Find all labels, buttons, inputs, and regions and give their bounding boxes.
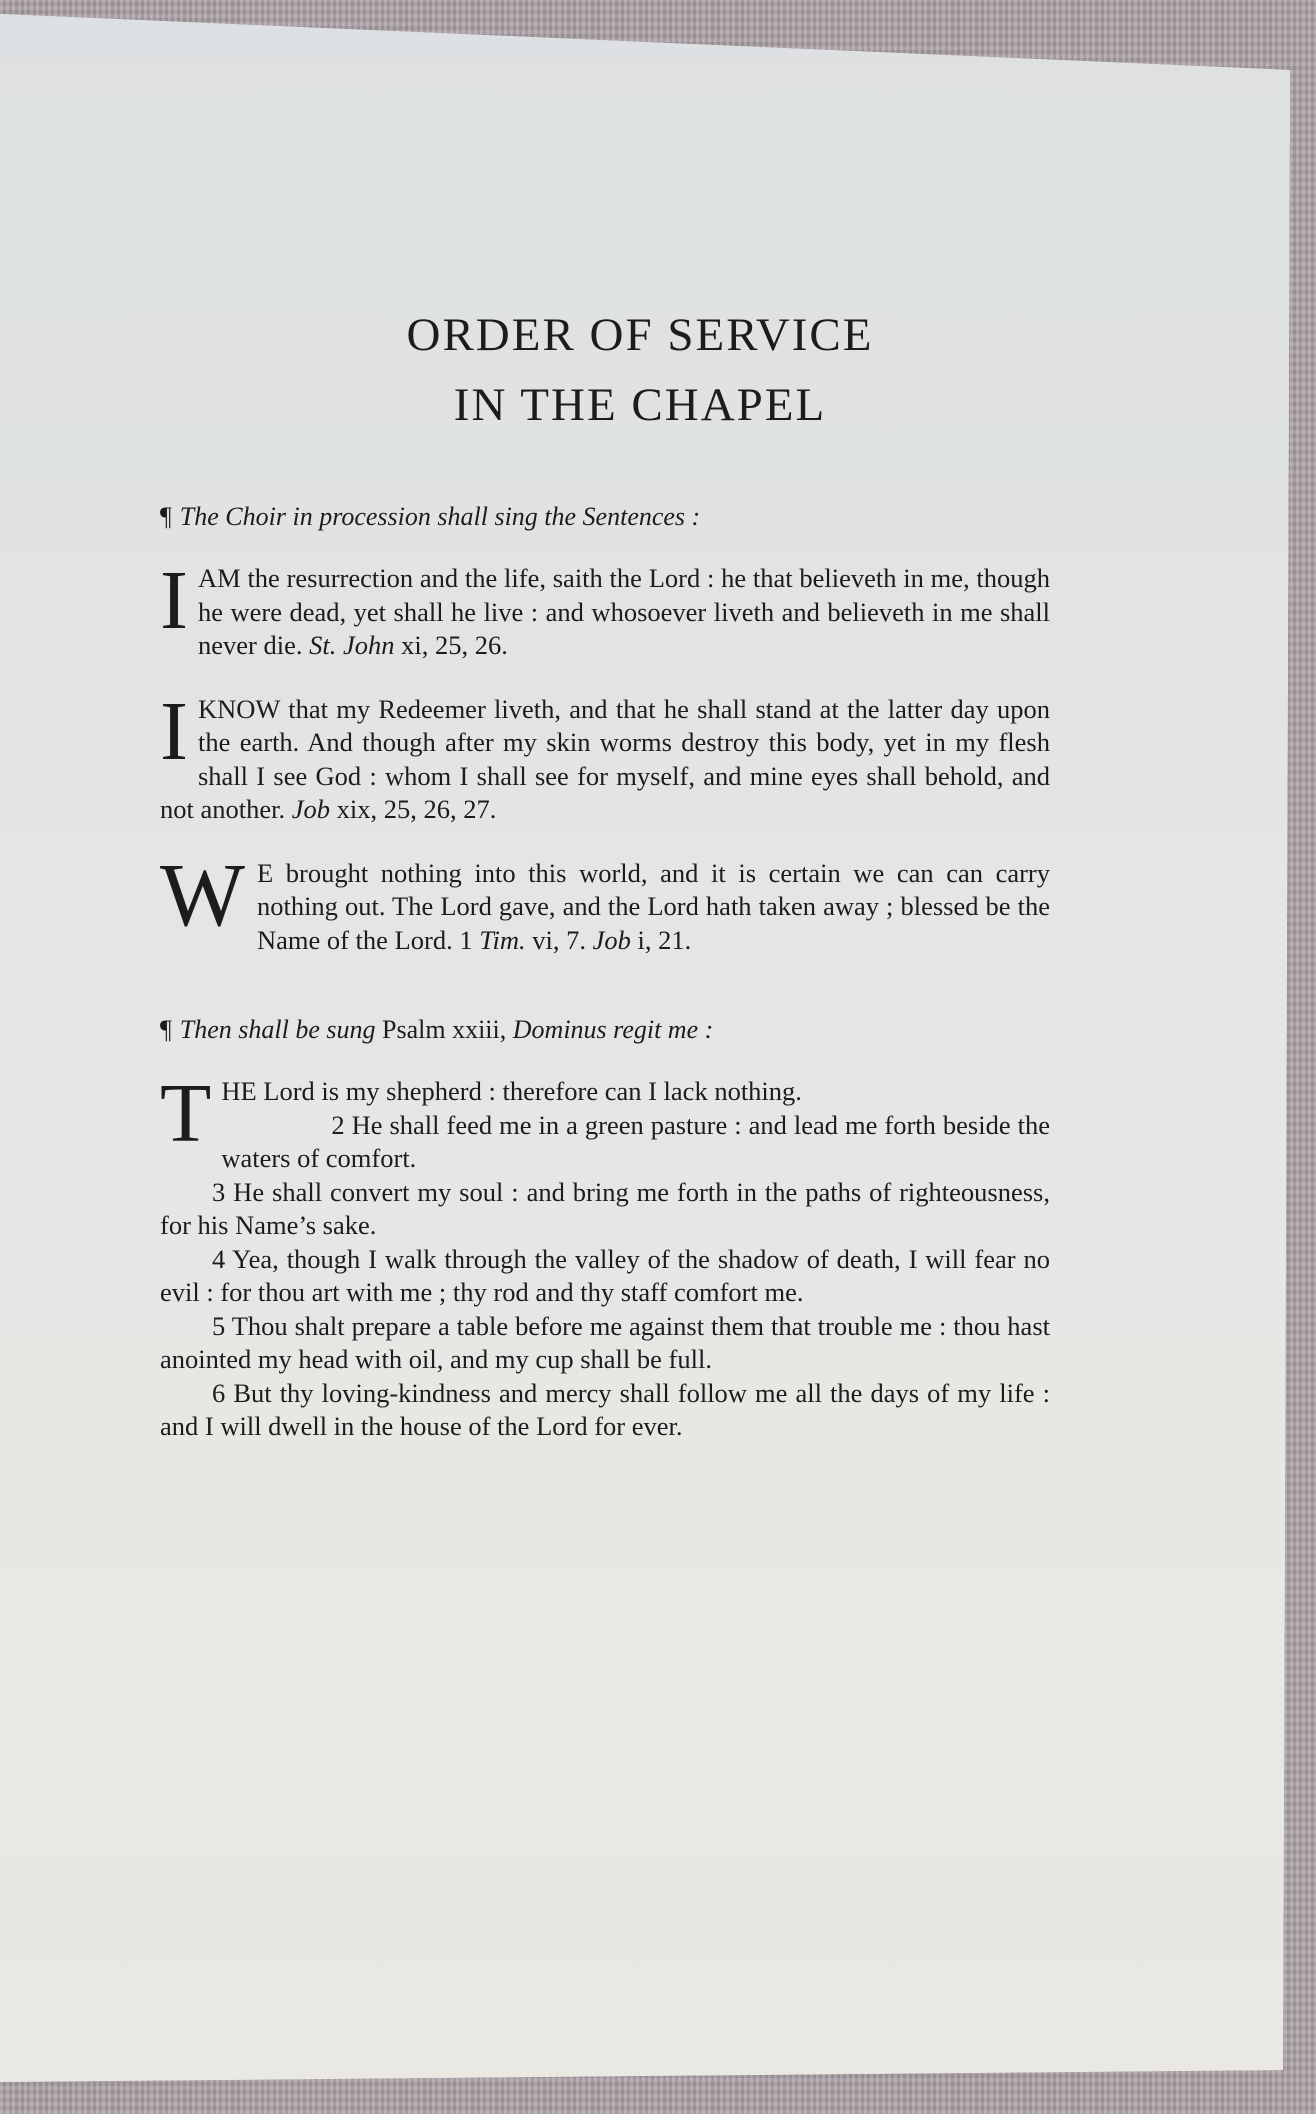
sentence-text: KNOW that my Redeemer liveth, and that he shall stand at the latter day upon the earth. And though after my skin worms destroy this body, yet in my flesh shall I see God : whom I shall see for myself, and mine eyes shall behold, and not another. bbox=[160, 693, 1050, 824]
pilcrow-icon: ¶ bbox=[160, 1015, 172, 1044]
drop-cap: W bbox=[160, 845, 245, 945]
title-line-1: ORDER OF SERVICE bbox=[406, 309, 874, 361]
scripture-reference-book: Job bbox=[291, 794, 331, 824]
scripture-reference-prefix: 1 bbox=[459, 924, 480, 955]
pilcrow-icon: ¶ bbox=[160, 502, 172, 531]
drop-cap: T bbox=[160, 1067, 212, 1160]
rubric-psalm bbox=[160, 1015, 1050, 1045]
psalm-number: Psalm xxiii, bbox=[375, 1015, 513, 1044]
psalm-verse: 2 He shall feed me in a green pasture : and lead me forth beside the waters of comfort. bbox=[221, 1109, 1050, 1173]
psalm-23 bbox=[160, 1067, 1050, 1444]
scripture-reference: vi, 7. bbox=[525, 924, 593, 955]
psalm-verse: 5 Thou shalt prepare a table before me against them that trouble me : thou hast anointed my head with oil, and my cup shall be full. bbox=[160, 1310, 1050, 1374]
sentence-2 bbox=[160, 684, 1050, 827]
psalm-verse: 4 Yea, though I walk through the valley of the shadow of death, I will fear no evil : for thou art with me ; thy rod and thy staff comfort me. bbox=[160, 1243, 1050, 1307]
page-title bbox=[160, 300, 1050, 440]
drop-cap: I bbox=[160, 684, 188, 778]
rubric-italic-2: Dominus regit me : bbox=[512, 1015, 714, 1044]
scripture-reference: xi, 25, 26. bbox=[394, 630, 508, 660]
rubric-text: The Choir in procession shall sing the Sentences : bbox=[179, 502, 701, 531]
title-line-2: IN THE CHAPEL bbox=[453, 379, 827, 431]
scripture-reference-book: Tim. bbox=[479, 924, 526, 955]
drop-cap: I bbox=[160, 554, 188, 647]
scripture-reference-book-2: Job bbox=[592, 924, 631, 955]
psalm-verse: 3 He shall convert my soul : and bring me forth in the paths of righteousness, for his Name’s sake. bbox=[160, 1176, 1050, 1240]
sentence-1 bbox=[160, 554, 1050, 663]
order-of-service-page bbox=[160, 300, 1050, 1444]
sentence-text: AM the resurrection and the life, saith the Lord : he that believeth in me, though he were dead, yet shall he live : and whosoever liveth and believeth in me shall never die. bbox=[197, 563, 1050, 660]
rubric-italic-1: Then shall be sung bbox=[179, 1015, 376, 1044]
sentence-text: E brought nothing into this world, and it is certain we can can carry nothing out. The Lord gave, and the Lord hath taken away ; blessed be the Name of the Lord. bbox=[256, 857, 1050, 955]
psalm-verse: 6 But thy loving-kindness and mercy shall follow me all the days of my life : and I will dwell in the house of the Lord for ever. bbox=[160, 1377, 1050, 1441]
verse-text: HE Lord is my shepherd : therefore can I lack nothing. bbox=[221, 1076, 802, 1106]
rubric-sentences bbox=[160, 502, 1050, 532]
scripture-reference-2: i, 21. bbox=[630, 924, 692, 955]
scripture-reference: xix, 25, 26, 27. bbox=[330, 794, 497, 824]
sentence-3 bbox=[160, 845, 1050, 958]
scripture-reference-book: St. John bbox=[309, 630, 395, 660]
